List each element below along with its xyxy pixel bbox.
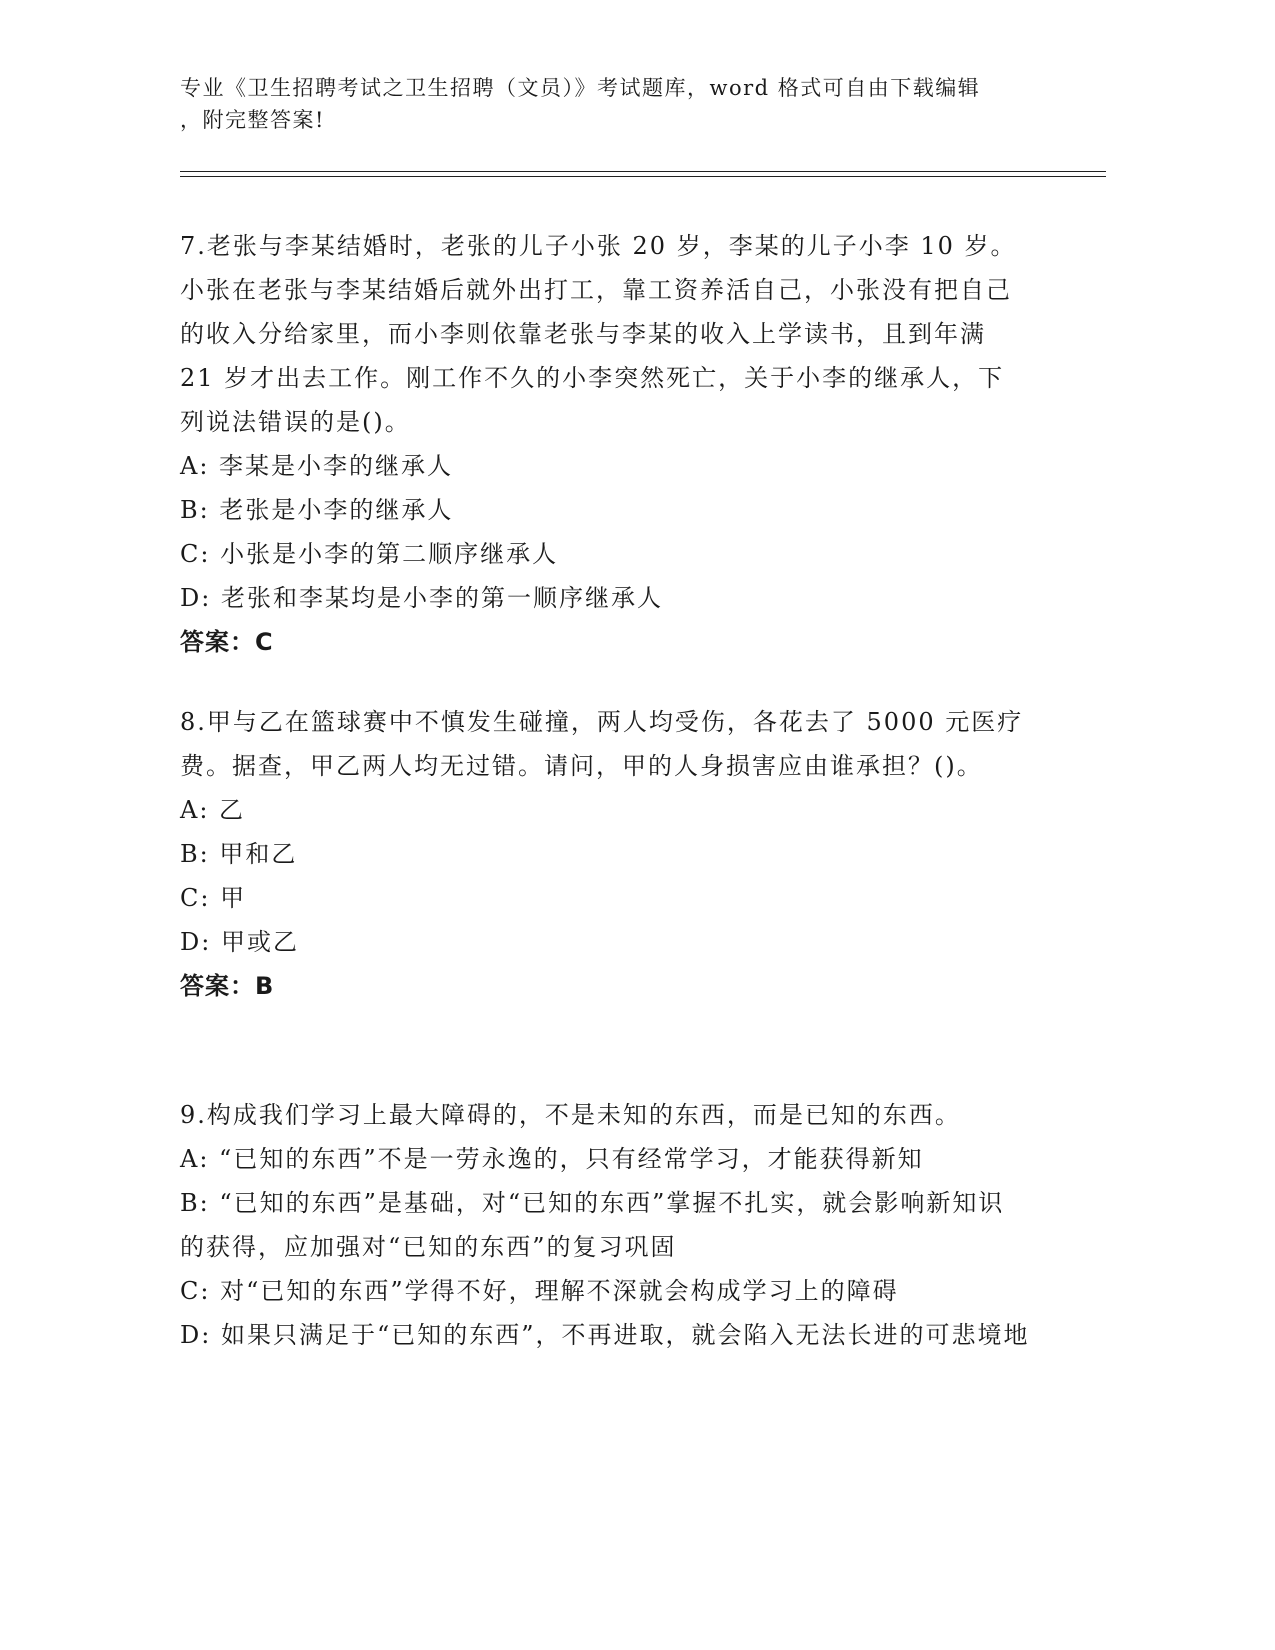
header-divider-bottom [180, 176, 1106, 177]
option-b: B: 老张是小李的继承人 [180, 496, 454, 524]
answer: 答案：B [180, 972, 275, 1000]
question-7 [180, 224, 1030, 664]
answer: 答案：C [180, 628, 274, 656]
header-divider-top [180, 171, 1106, 172]
option-c: C: 对“已知的东西”学得不好，理解不深就会构成学习上的障碍 [180, 1277, 899, 1305]
option-d: D: 甲或乙 [180, 928, 299, 956]
header-note: 专业《卫生招聘考试之卫生招聘（文员）》考试题库，word 格式可自由下载编辑 ，附完整答案! [180, 76, 981, 132]
question-stem: 9.构成我们学习上最大障碍的，不是未知的东西，而是已知的东西。 [180, 1101, 961, 1129]
option-a: A: “已知的东西”不是一劳永逸的，只有经常学习，才能获得新知 [180, 1145, 924, 1173]
question-stem: 7.老张与李某结婚时，老张的儿子小张 20 岁，李某的儿子小李 10 岁。小张在老张与李某结婚后就外出打工，靠工资养活自己，小张没有把自己的收入分给家里，而小李则依靠老张与李某的收入上学读书，且到年满 21 岁才出去工作。刚工作不久的小李突然死亡，关于小李的继承人，下列说法错误的是()。 [180, 232, 1017, 436]
option-b: B: “已知的东西”是基础，对“已知的东西”掌握不扎实，就会影响新知识的获得，应加强对“已知的东西”的复习巩固 [180, 1189, 1005, 1261]
question-8 [180, 700, 1030, 1008]
option-c: C: 甲 [180, 884, 247, 912]
option-a: A: 李某是小李的继承人 [180, 452, 454, 480]
question-stem: 8.甲与乙在篮球赛中不慎发生碰撞，两人均受伤，各花去了 5000 元医疗费。据查，甲乙两人均无过错。请问，甲的人身损害应由谁承担？()。 [180, 708, 1024, 780]
option-d: D: 老张和李某均是小李的第一顺序继承人 [180, 584, 663, 612]
option-b: B: 甲和乙 [180, 840, 298, 868]
option-a: A: 乙 [180, 796, 246, 824]
question-9 [180, 1093, 1030, 1357]
option-c: C: 小张是小李的第二顺序继承人 [180, 540, 559, 568]
option-d: D: 如果只满足于“已知的东西”，不再进取，就会陷入无法长进的可悲境地 [180, 1321, 1030, 1349]
